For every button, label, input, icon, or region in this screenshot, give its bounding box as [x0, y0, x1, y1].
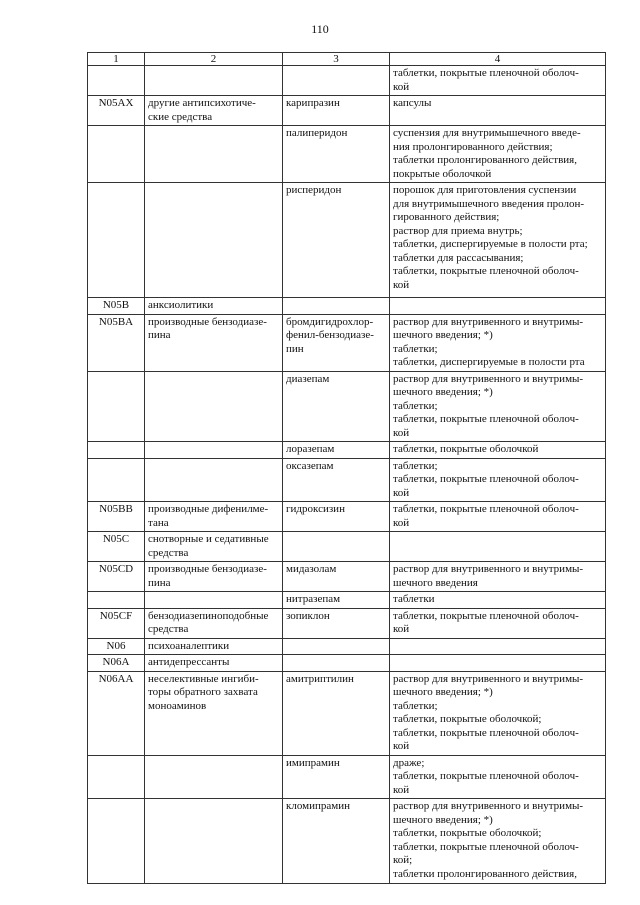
table-row [88, 183, 606, 298]
group-name-cell [145, 442, 283, 459]
dosage-forms-cell: таблетки, покрытые пленочной оболоч- кой [390, 502, 606, 532]
atc-code-cell [88, 126, 145, 183]
dosage-forms-cell: таблетки [390, 592, 606, 609]
drug-name-cell: оксазепам [283, 458, 390, 502]
atc-code-cell: N06AA [88, 671, 145, 755]
atc-code-cell: N05BA [88, 314, 145, 371]
table-row [88, 371, 606, 442]
drug-name-cell: нитразепам [283, 592, 390, 609]
dosage-forms-cell: раствор для внутривенного и внутримы- шечного введения; *) таблетки; таблетки, покрытые оболочкой; таблетки, покрытые пленочной оболоч- кой [390, 671, 606, 755]
group-name-cell: бензодиазепиноподобные средства [145, 608, 283, 638]
drug-name-cell: амитриптилин [283, 671, 390, 755]
atc-code-cell [88, 442, 145, 459]
table-row [88, 799, 606, 884]
group-name-cell: снотворные и седативные средства [145, 532, 283, 562]
table-row [88, 655, 606, 672]
group-name-cell [145, 755, 283, 799]
atc-code-cell: N05CD [88, 562, 145, 592]
dosage-forms-cell [390, 532, 606, 562]
dosage-forms-cell: раствор для внутривенного и внутримы- шечного введения [390, 562, 606, 592]
atc-code-cell: N06 [88, 638, 145, 655]
table-row [88, 458, 606, 502]
table-row [88, 442, 606, 459]
atc-code-cell: N05B [88, 298, 145, 315]
drug-name-cell: кломипрамин [283, 799, 390, 884]
group-name-cell: неселективные ингиби- торы обратного захвата моноаминов [145, 671, 283, 755]
atc-code-cell [88, 183, 145, 298]
drug-name-cell: диазепам [283, 371, 390, 442]
table-row [88, 638, 606, 655]
dosage-forms-cell: раствор для внутривенного и внутримы- шечного введения; *) таблетки; таблетки, диспергируемые в полости рта [390, 314, 606, 371]
table-row [88, 66, 606, 96]
drug-name-cell: карипразин [283, 96, 390, 126]
header-row [88, 53, 606, 66]
dosage-forms-cell: драже; таблетки, покрытые пленочной оболоч- кой [390, 755, 606, 799]
atc-code-cell: N06A [88, 655, 145, 672]
dosage-forms-cell: капсулы [390, 96, 606, 126]
header-col-2: 2 [145, 53, 283, 66]
atc-code-cell: N05AX [88, 96, 145, 126]
table-row [88, 298, 606, 315]
drug-name-cell: мидазолам [283, 562, 390, 592]
group-name-cell: антидепрессанты [145, 655, 283, 672]
dosage-forms-cell: порошок для приготовления суспензии для внутримышечного введения пролон- гированного действия; раствор для приема внутрь; таблетки, диспергируемые в полости рта; таблетки для рассасывания; таблетки, покрытые пленочной оболоч- кой [390, 183, 606, 298]
table-row [88, 532, 606, 562]
atc-code-cell [88, 66, 145, 96]
group-name-cell [145, 126, 283, 183]
dosage-forms-cell: таблетки, покрытые пленочной оболоч- кой [390, 66, 606, 96]
page-number: 110 [311, 22, 329, 36]
table-body [88, 66, 606, 884]
atc-code-cell: N05C [88, 532, 145, 562]
table-row [88, 562, 606, 592]
atc-code-cell [88, 799, 145, 884]
group-name-cell: производные бензодиазе- пина [145, 562, 283, 592]
header-col-3: 3 [283, 53, 390, 66]
group-name-cell [145, 592, 283, 609]
group-name-cell: производные бензодиазе- пина [145, 314, 283, 371]
group-name-cell: производные дифенилме- тана [145, 502, 283, 532]
atc-code-cell [88, 592, 145, 609]
drug-name-cell: зопиклон [283, 608, 390, 638]
dosage-forms-cell: таблетки, покрытые пленочной оболоч- кой [390, 608, 606, 638]
table-row [88, 502, 606, 532]
table-row [88, 608, 606, 638]
drug-name-cell [283, 638, 390, 655]
header-col-1: 1 [88, 53, 145, 66]
header-col-4: 4 [390, 53, 606, 66]
drug-name-cell [283, 66, 390, 96]
group-name-cell [145, 66, 283, 96]
dosage-forms-cell [390, 298, 606, 315]
atc-code-cell [88, 755, 145, 799]
dosage-forms-cell [390, 655, 606, 672]
dosage-forms-cell: суспензия для внутримышечного введе- ния пролонгированного действия; таблетки пролонгированного действия, покрытые оболочкой [390, 126, 606, 183]
group-name-cell [145, 183, 283, 298]
dosage-forms-cell: таблетки; таблетки, покрытые пленочной оболоч- кой [390, 458, 606, 502]
group-name-cell [145, 799, 283, 884]
atc-code-cell [88, 371, 145, 442]
drug-name-cell: палиперидон [283, 126, 390, 183]
drug-name-cell: бромдигидрохлор- фенил-бензодиазе- пин [283, 314, 390, 371]
atc-code-cell: N05BB [88, 502, 145, 532]
dosage-forms-cell [390, 638, 606, 655]
dosage-forms-cell: таблетки, покрытые оболочкой [390, 442, 606, 459]
drug-name-cell [283, 655, 390, 672]
drug-table [87, 52, 606, 884]
table-row [88, 96, 606, 126]
drug-name-cell: рисперидон [283, 183, 390, 298]
group-name-cell [145, 371, 283, 442]
table-header [88, 53, 606, 66]
drug-name-cell: гидроксизин [283, 502, 390, 532]
atc-code-cell [88, 458, 145, 502]
dosage-forms-cell: раствор для внутривенного и внутримы- шечного введения; *) таблетки, покрытые оболочкой; таблетки, покрытые пленочной оболоч- кой; таблетки пролонгированного действия, [390, 799, 606, 884]
table-row [88, 592, 606, 609]
table-row [88, 671, 606, 755]
group-name-cell: психоаналептики [145, 638, 283, 655]
table-row [88, 126, 606, 183]
drug-name-cell: лоразепам [283, 442, 390, 459]
group-name-cell: другие антипсихотиче- ские средства [145, 96, 283, 126]
dosage-forms-cell: раствор для внутривенного и внутримы- шечного введения; *) таблетки; таблетки, покрытые пленочной оболоч- кой [390, 371, 606, 442]
table-row [88, 755, 606, 799]
drug-name-cell [283, 532, 390, 562]
group-name-cell [145, 458, 283, 502]
group-name-cell: анксиолитики [145, 298, 283, 315]
drug-name-cell: имипрамин [283, 755, 390, 799]
table-row [88, 314, 606, 371]
atc-code-cell: N05CF [88, 608, 145, 638]
drug-name-cell [283, 298, 390, 315]
